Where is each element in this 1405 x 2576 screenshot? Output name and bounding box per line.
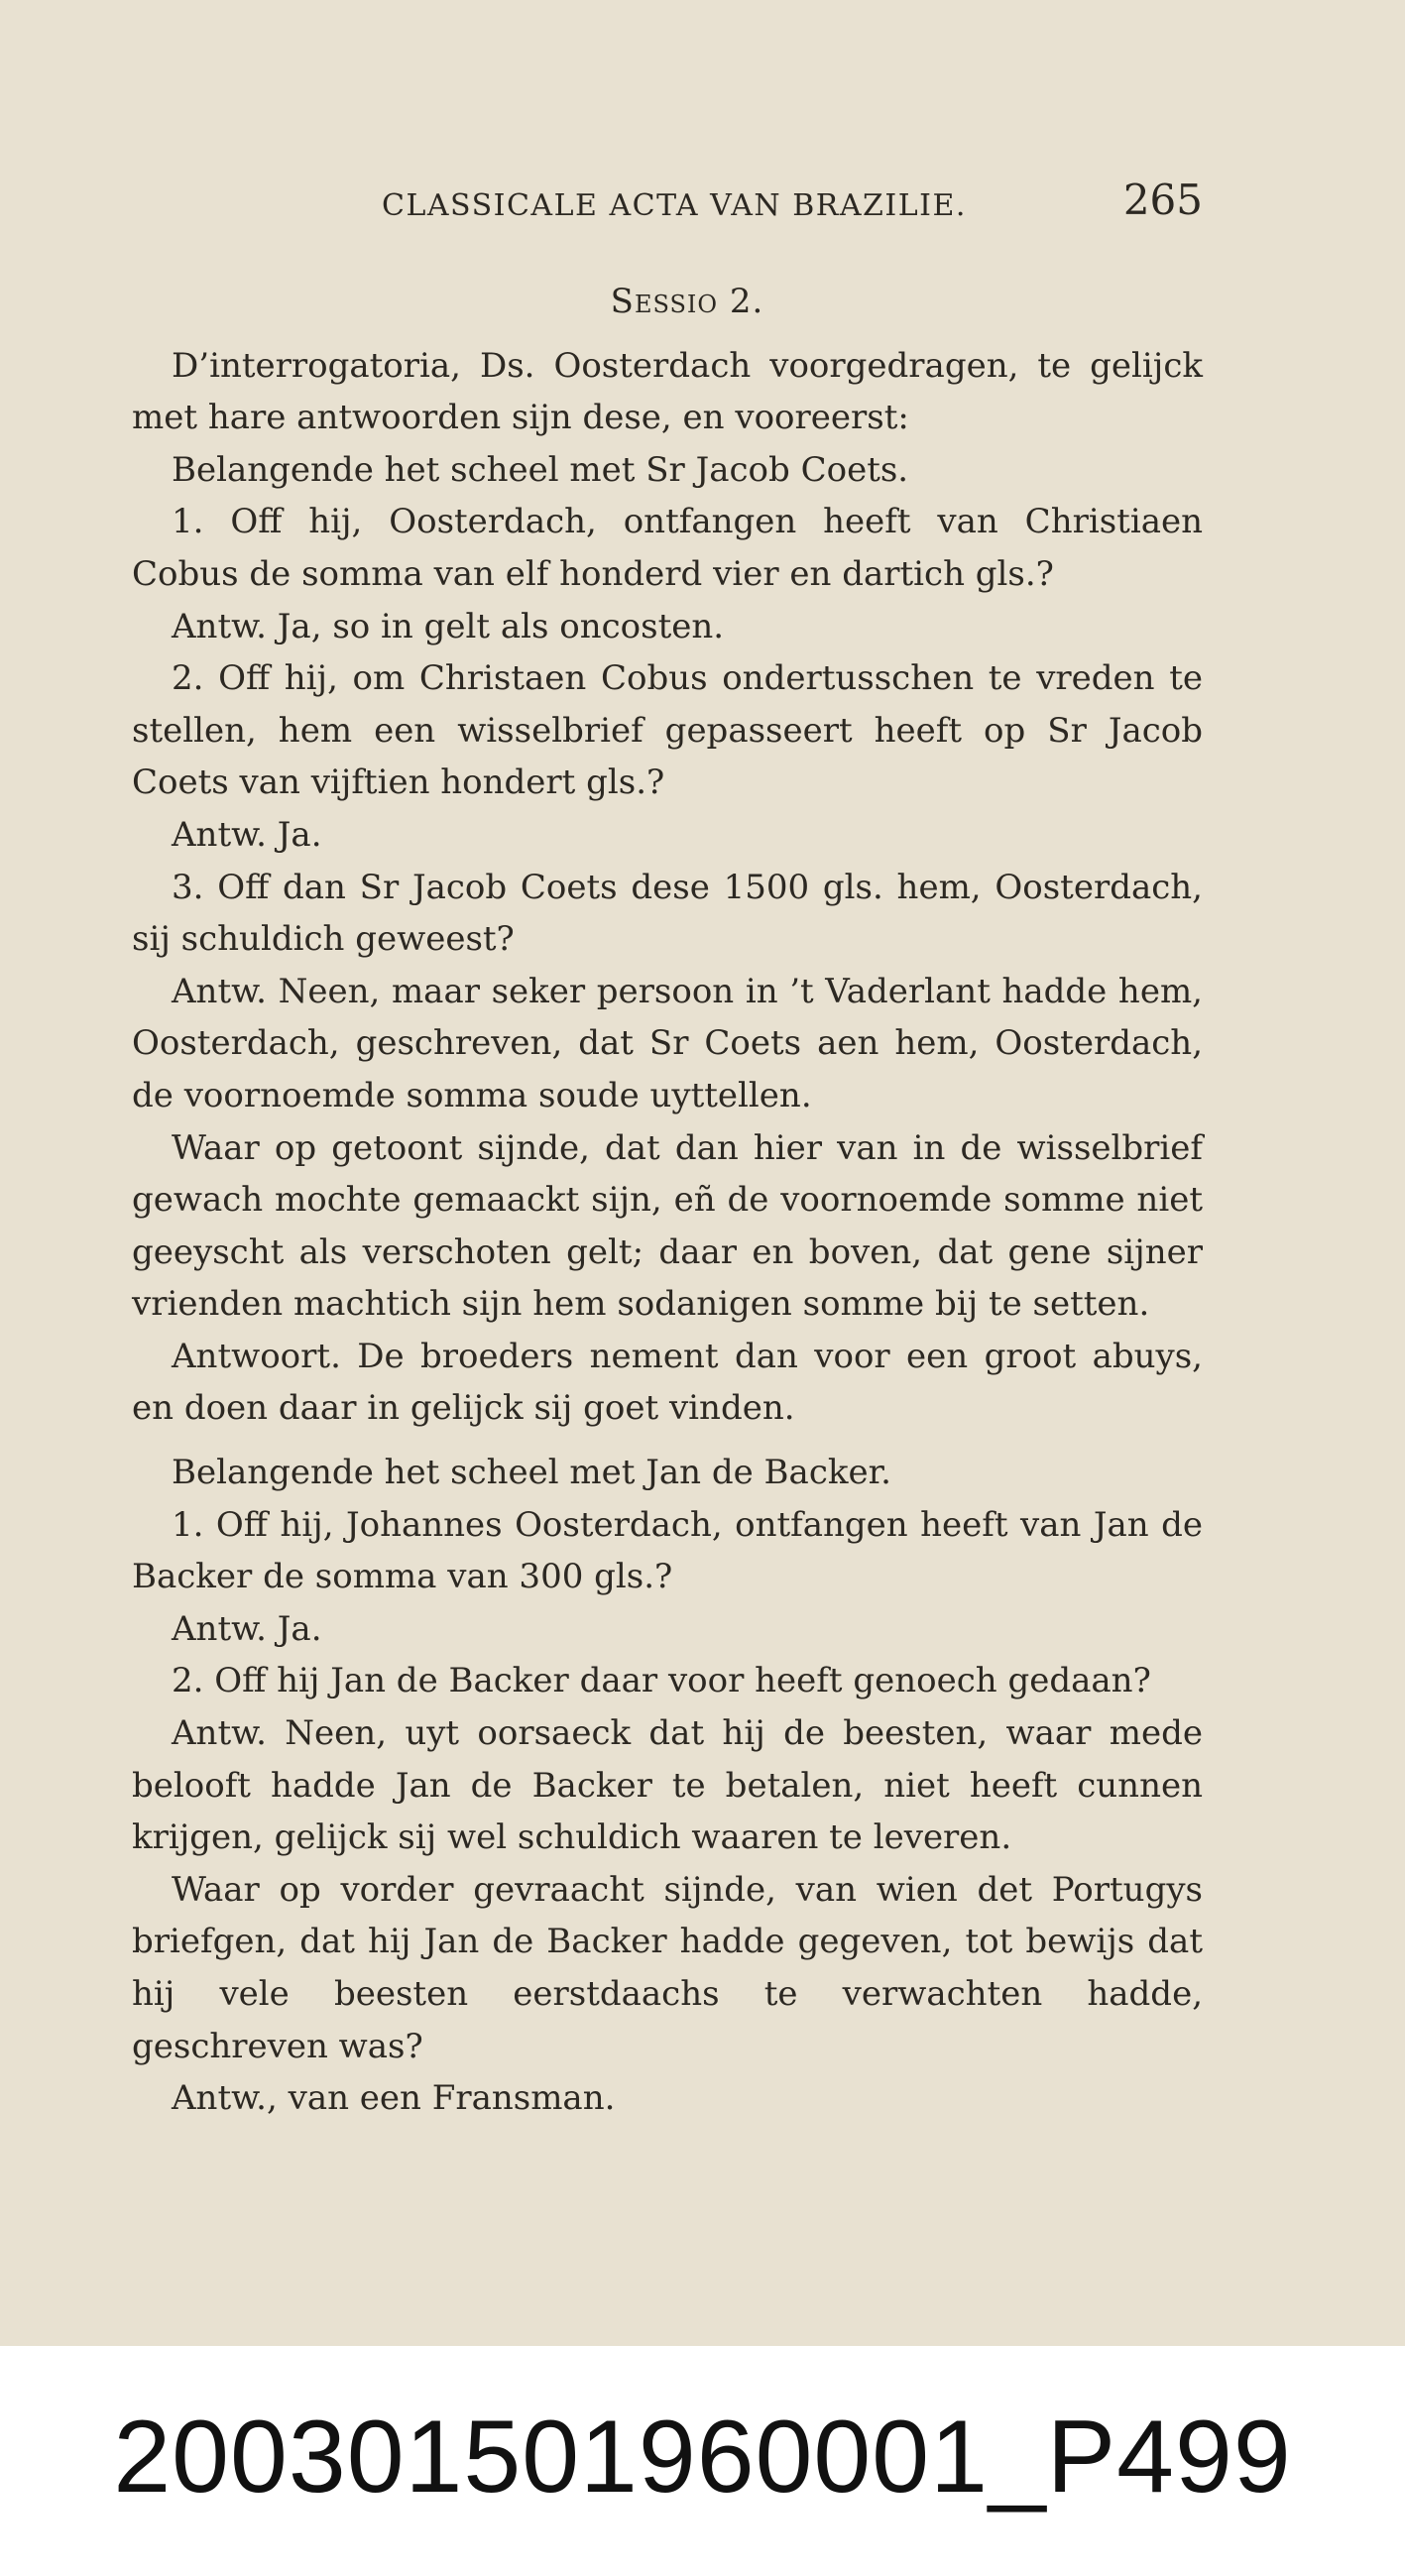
page-header: [132, 175, 1203, 226]
paragraph-backer-answer-1: Antw. Ja.: [172, 1608, 322, 1649]
paragraph-backer-heading: Belangende het scheel met Jan de Backer.: [172, 1453, 891, 1493]
paragraph-backer-question-1: 1. Off hij, Johannes Oosterdach, ontfangen heeft van Jan de Backer de somma van 300 gls.?: [132, 1504, 1203, 1597]
running-title: CLASSICALE ACTA VAN BRAZILIE.: [382, 188, 967, 223]
paragraph-backer-answer-2: Antw. Neen, uyt oorsaeck dat hij de beesten, waar mede belooft hadde Jan de Backer te betalen, niet heeft cunnen krijgen, gelijck sij wel schuldich waaren te leveren.: [132, 1713, 1203, 1858]
paragraph-question-3: 3. Off dan Sr Jacob Coets dese 1500 gls. hem, Oosterdach, sij schuldich geweest?: [132, 867, 1203, 960]
paragraph-answer-2: Antw. Ja.: [172, 814, 322, 855]
paragraph-answer-3: Antw. Neen, maar seker persoon in ’t Vaderlant hadde hem, Oosterdach, geschreven, dat Sr Coets aen hem, Oosterdach, de voornoemde somma soude uyttellen.: [132, 971, 1203, 1115]
paragraph-fransman: Antw., van een Fransman.: [172, 2078, 616, 2119]
paragraph-backer-question-2: 2. Off hij Jan de Backer daar voor heeft genoech gedaan?: [172, 1661, 1151, 1701]
paragraph-interrogatoria: D’interrogatoria, Ds. Oosterdach voorgedragen, te gelijck met hare antwoorden sijn dese, en vooreerst:: [132, 345, 1203, 438]
scan-id-label: 20030150196000​1_P499: [113, 2400, 1292, 2515]
paragraph-antwoort: Antwoort. De broeders nement dan voor een groot abuys, en doen daar in gelijck sij goet vinden.: [132, 1336, 1203, 1429]
paragraph-coets-heading: Belangende het scheel met Sr Jacob Coets.: [172, 449, 909, 490]
paragraph-question-2: 2. Off hij, om Christaen Cobus ondertusschen te vreden te stellen, hem een wisselbrief gepasseert heeft op Sr Jacob Coets van vijftien hondert gls.?: [132, 658, 1203, 803]
paragraph-waar-op-vorder: Waar op vorder gevraacht sijnde, van wien det Portugys briefgen, dat hij Jan de Backer hadde gegeven, tot bewijs dat hij vele beesten eerstdaachs te verwachten hadde, geschreven was?: [132, 1869, 1203, 2066]
paragraph-answer-1: Antw. Ja, so in gelt als oncosten.: [172, 606, 725, 646]
session-heading: Sessio 2.: [610, 282, 764, 321]
paragraph-waar-op-getoont: Waar op getoont sijnde, dat dan hier van in de wisselbrief gewach mochte gemaackt sijn, eñ de voornoemde somme niet geeyscht als verschoten gelt; daar en boven, dat gene sijner vrienden machtich sijn hem sodanigen somme bij te setten.: [132, 1127, 1203, 1325]
paragraph-question-1: 1. Off hij, Oosterdach, ontfangen heeft van Christiaen Cobus de somma van elf honderd vier en dartich gls.?: [132, 502, 1203, 594]
page-body: [132, 276, 1203, 2125]
page-number: 265: [1122, 176, 1203, 224]
